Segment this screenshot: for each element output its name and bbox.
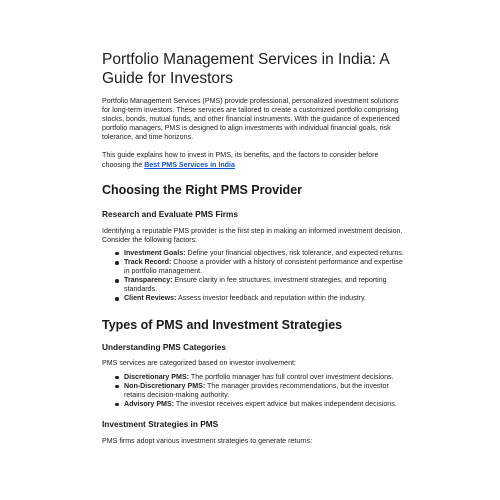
bullet-icon <box>115 297 119 301</box>
list-item <box>124 382 407 400</box>
provider-factors-list <box>102 249 407 304</box>
bullet-icon <box>115 403 119 407</box>
bullet-icon <box>115 252 119 256</box>
guide-paragraph <box>102 151 407 169</box>
bullet-icon <box>115 261 119 265</box>
list-item-label: Track Record: <box>124 257 172 266</box>
list-item <box>124 276 407 294</box>
section-heading-types: Types of PMS and Investment Strategies <box>102 318 343 333</box>
list-item <box>124 249 407 258</box>
best-pms-link[interactable]: Best PMS Services in India <box>144 160 235 169</box>
document-content <box>102 50 407 446</box>
guide-text: This guide explains how to invest in PMS, its benefits, and the factors to consider before choosing the <box>102 151 379 169</box>
list-item-label: Non-Discretionary PMS: <box>124 381 206 390</box>
strategies-paragraph: PMS firms adopt various investment strategies to generate returns: <box>102 436 313 445</box>
list-item-text: Ensure clarity in fee structures, investment strategies, and reporting standards. <box>124 276 387 294</box>
list-item <box>124 294 407 303</box>
intro-paragraph: Portfolio Management Services (PMS) provide professional, personalized investment solutions for long-term investors. These services are tailored to create a customized portfolio comprising stocks, bonds, mutual funds, and other financial instruments. With the guidance of experienced portfolio managers, PMS is designed to align investments with individual financial goals, risk tolerance, and time horizons. <box>102 97 400 142</box>
list-item-label: Discretionary PMS: <box>124 372 190 381</box>
section-heading-choosing: Choosing the Right PMS Provider <box>102 182 303 197</box>
list-item-label: Transparency: <box>124 276 173 285</box>
list-item-text: The portfolio manager has full control over investment decisions. <box>189 372 394 381</box>
list-item-text: The manager provides recommendations, but the investor retains decision-making authority. <box>124 381 389 399</box>
page-title: Portfolio Management Services in India: A Guide for Investors <box>102 51 389 87</box>
list-item-label: Advisory PMS: <box>124 399 175 408</box>
list-item-label: Investment Goals: <box>124 248 186 257</box>
subheading-strategies: Investment Strategies in PMS <box>102 418 219 429</box>
list-item-text: The investor receives expert advice but makes independent decisions. <box>174 399 397 408</box>
list-item-label: Client Reviews: <box>124 294 177 303</box>
subheading-research: Research and Evaluate PMS Firms <box>102 208 239 219</box>
list-item <box>124 400 407 409</box>
pms-categories-list <box>102 373 407 409</box>
bullet-icon <box>115 279 119 283</box>
list-item-text: Assess investor feedback and reputation within the industry. <box>176 294 366 303</box>
research-paragraph: Identifying a reputable PMS provider is the first step in making an informed investment decision. Consider the following factors: <box>102 226 403 244</box>
subheading-categories: Understanding PMS Categories <box>102 342 227 353</box>
bullet-icon <box>115 376 119 380</box>
categories-paragraph: PMS services are categorized based on investor involvement: <box>102 359 296 368</box>
bullet-icon <box>115 385 119 389</box>
list-item <box>124 373 407 382</box>
list-item-text: Define your financial objectives, risk tolerance, and expected returns. <box>185 248 404 257</box>
list-item-text: Choose a provider with a history of consistent performance and expertise in portfolio management. <box>124 257 403 276</box>
list-item <box>124 258 407 276</box>
